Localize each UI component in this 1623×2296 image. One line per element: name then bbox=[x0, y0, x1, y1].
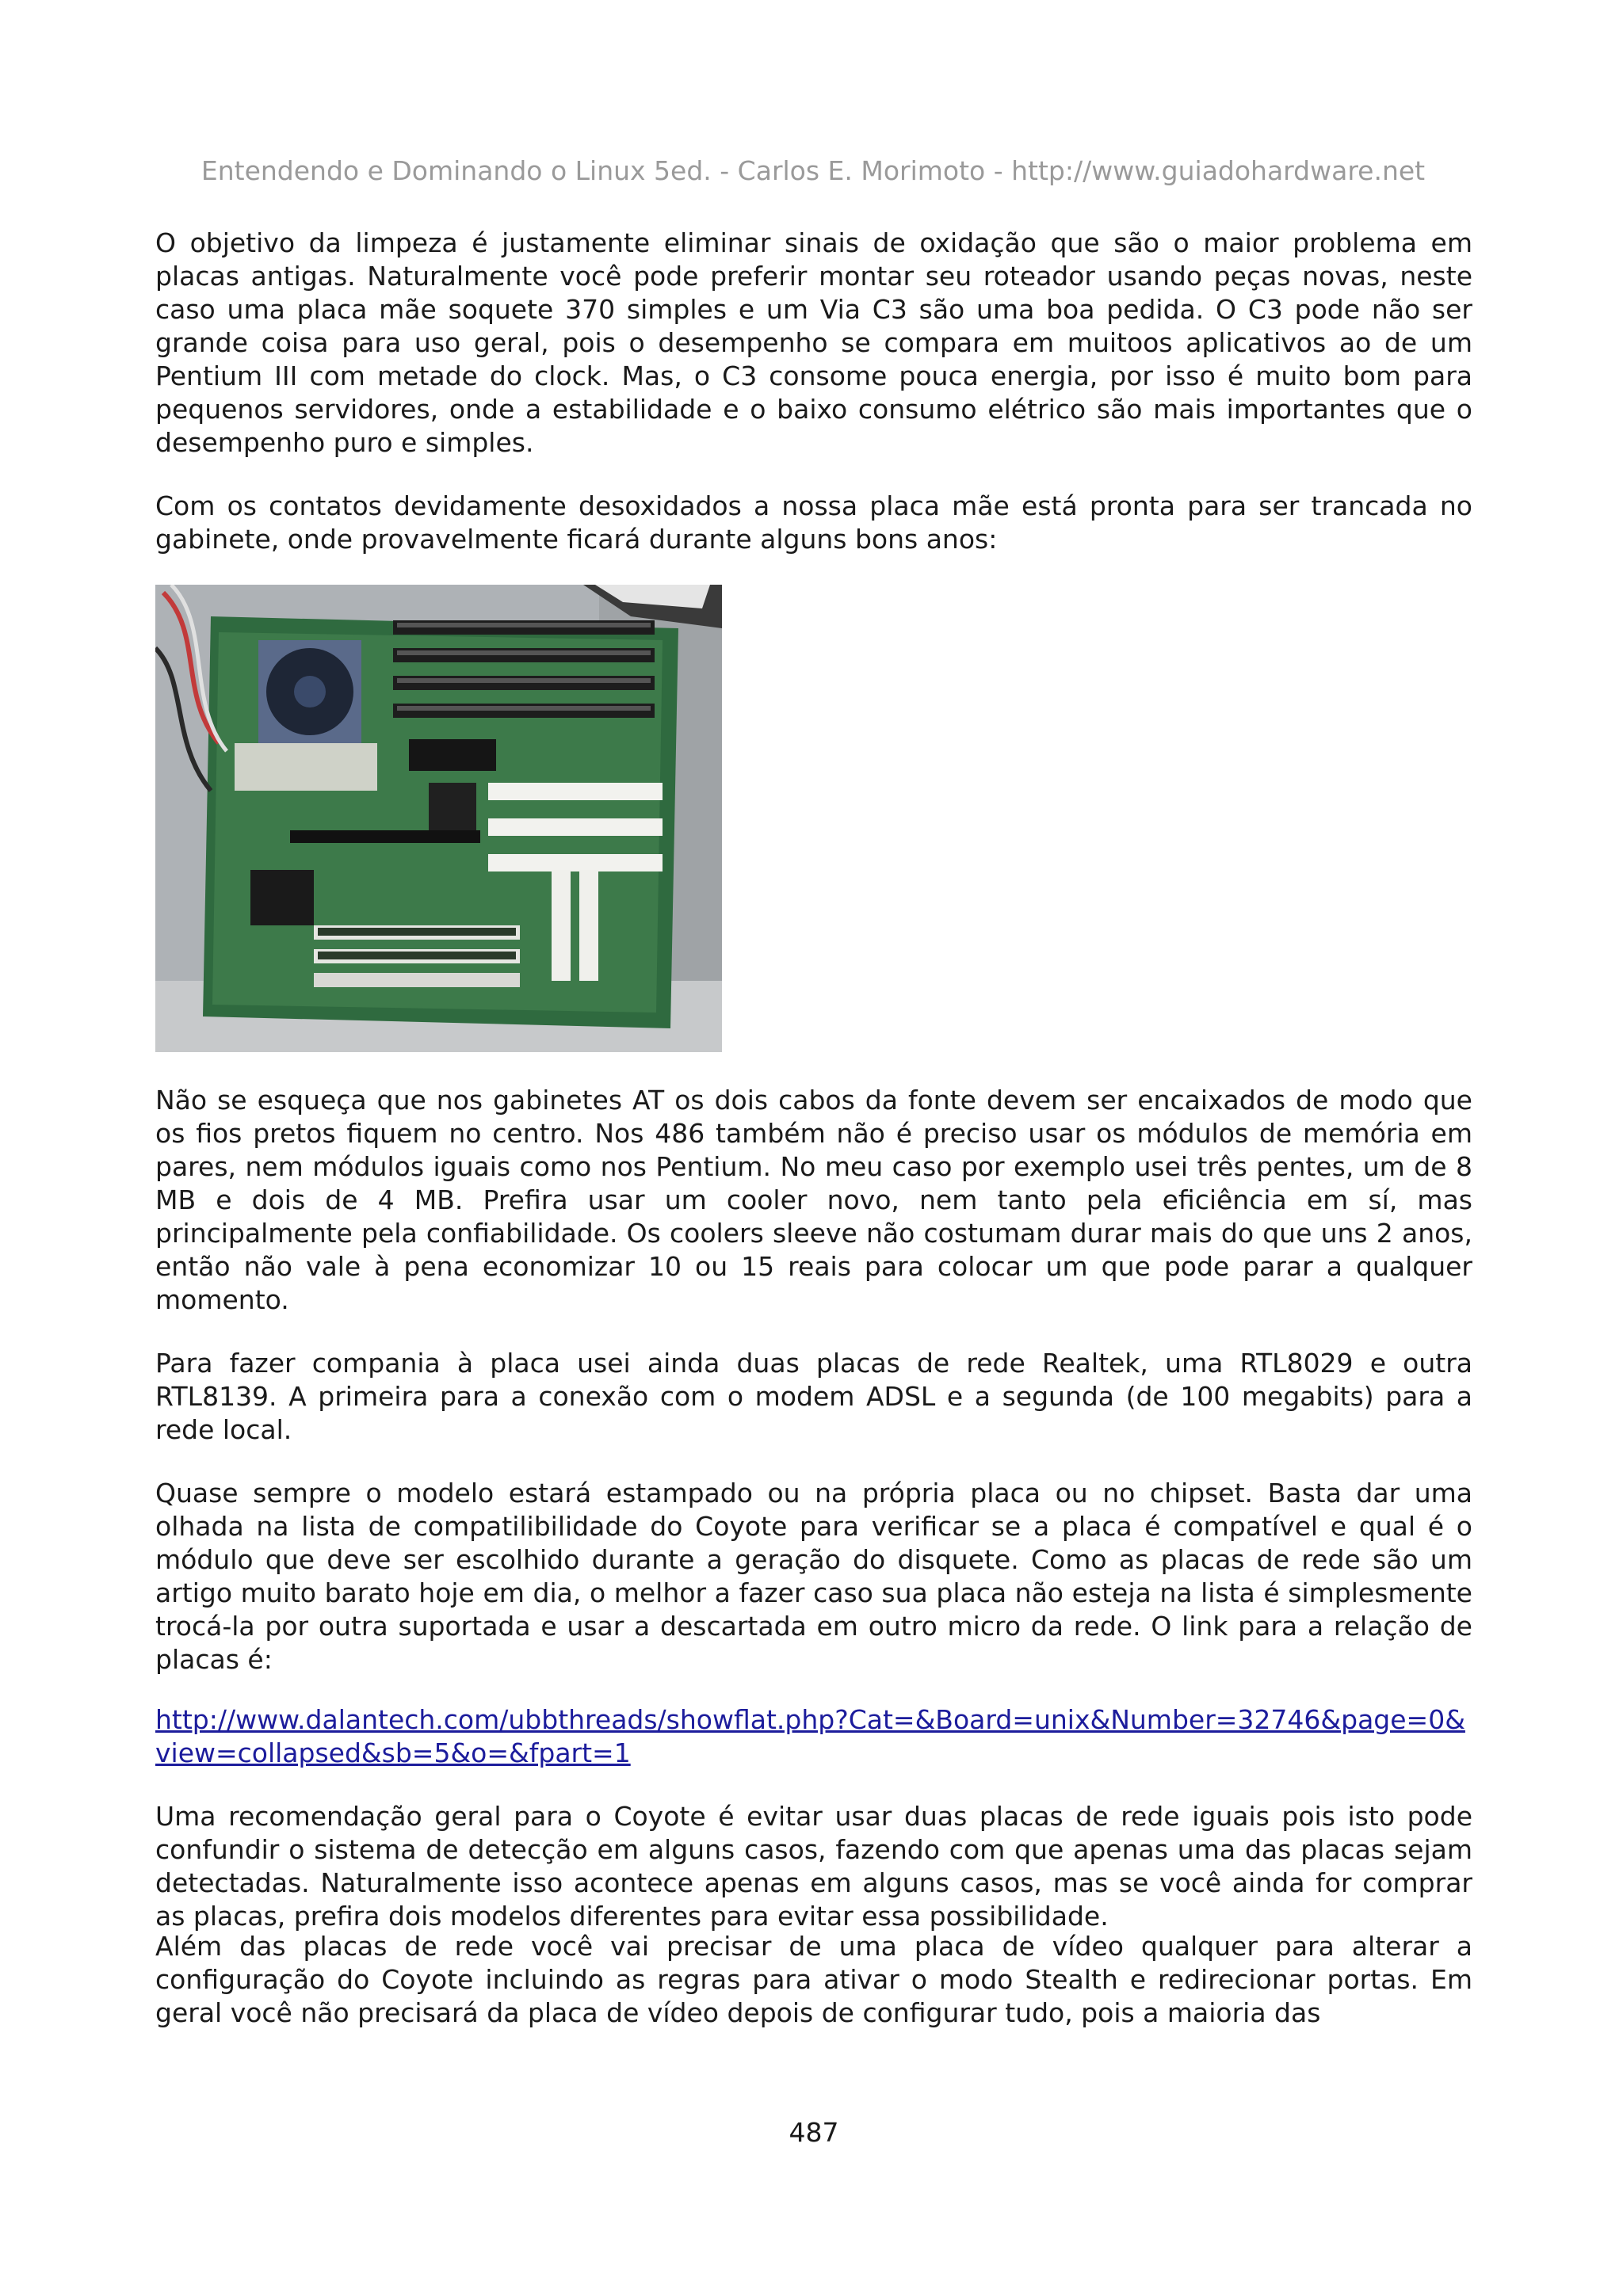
running-header: Entendendo e Dominando o Linux 5ed. - Carlos E. Morimoto - http://www.guiadohardware.net bbox=[200, 155, 1426, 186]
paragraph-power-and-memory: Não se esqueça que nos gabinetes AT os dois cabos da fonte devem ser encaixados de modo que os fios pretos fiquem no centro. Nos 486 também não é preciso usar os módulos de memória em pares, nem módulos iguais como nos Pentium. No meu caso por exemplo usei três pentes, um de 8 MB e dois de 4 MB. Prefira usar um cooler novo, nem tanto pela eficiência em sí, mas principalmente pela confiabilidade. Os coolers sleeve não costumam durar mais do que uns 2 anos, então não vale à pena economizar 10 ou 15 reais para colocar um que pode parar a qualquer momento. bbox=[155, 1085, 1472, 1315]
paragraph-contacts: Com os contatos devidamente desoxidados a nossa placa mãe está pronta para ser trancada no gabinete, onde provavelmente ficará durante alguns bons anos: bbox=[155, 490, 1472, 555]
paragraph-network-cards: Para fazer compania à placa usei ainda duas placas de rede Realtek, uma RTL8029 e outra RTL8139. A primeira para a conexão com o modem ADSL e a segunda (de 100 megabits) para a rede local. bbox=[155, 1348, 1472, 1445]
paragraph-cleaning: O objetivo da limpeza é justamente eliminar sinais de oxidação que são o maior problema em placas antigas. Naturalmente você pode preferir montar seu roteador usando peças novas, neste caso uma placa mãe soquete 370 simples e um Via C3 são uma boa pedida. O C3 pode não ser grande coisa para uso geral, pois o desempenho se compara em muitoos aplicativos ao de um Pentium III com metade do clock. Mas, o C3 consome pouca energia, por isso é muito bom para pequenos servidores, onde a estabilidade e o baixo consumo elétrico são mais importantes que o desempenho puro e simples. bbox=[155, 227, 1472, 458]
paragraph-video-card: Além das placas de rede você vai precisar de uma placa de vídeo qualquer para alterar a configuração do Coyote incluindo as regras para ativar o modo Stealth e redirecionar portas. Em geral você não precisará da placa de vídeo depois de configurar tudo, pois a maioria das bbox=[155, 1931, 1472, 2028]
paragraph-compatibility: Quase sempre o modelo estará estampado ou na própria placa ou no chipset. Basta dar uma olhada na lista de compatilibilidade do Coyote para verificar se a placa é compatível e qual é o módulo que deve ser escolhido durante a geração do disquete. Como as placas de rede são um artigo muito barato hoje em dia, o melhor a fazer caso sua placa não esteja na lista é simplesmente trocá-la por outra suportada e usar a descartada em outro micro da rede. O link para a relação de placas é: bbox=[155, 1478, 1472, 1675]
page-number: 487 bbox=[789, 2117, 839, 2148]
compatibility-list-link[interactable]: http://www.dalantech.com/ubbthreads/showflat.php?Cat=&Board=unix&Number=32746&page=0&view=collapsed&sb=5&o=&fpart=1 bbox=[155, 1704, 1465, 1768]
motherboard-photo bbox=[155, 585, 722, 1052]
paragraph-recommendation: Uma recomendação geral para o Coyote é evitar usar duas placas de rede iguais pois isto pode confundir o sistema de detecção em alguns casos, fazendo com que apenas uma das placas sejam detectadas. Naturalmente isso acontece apenas em alguns casos, mas se você ainda for comprar as placas, prefira dois modelos diferentes para evitar essa possibilidade. bbox=[155, 1801, 1472, 1932]
